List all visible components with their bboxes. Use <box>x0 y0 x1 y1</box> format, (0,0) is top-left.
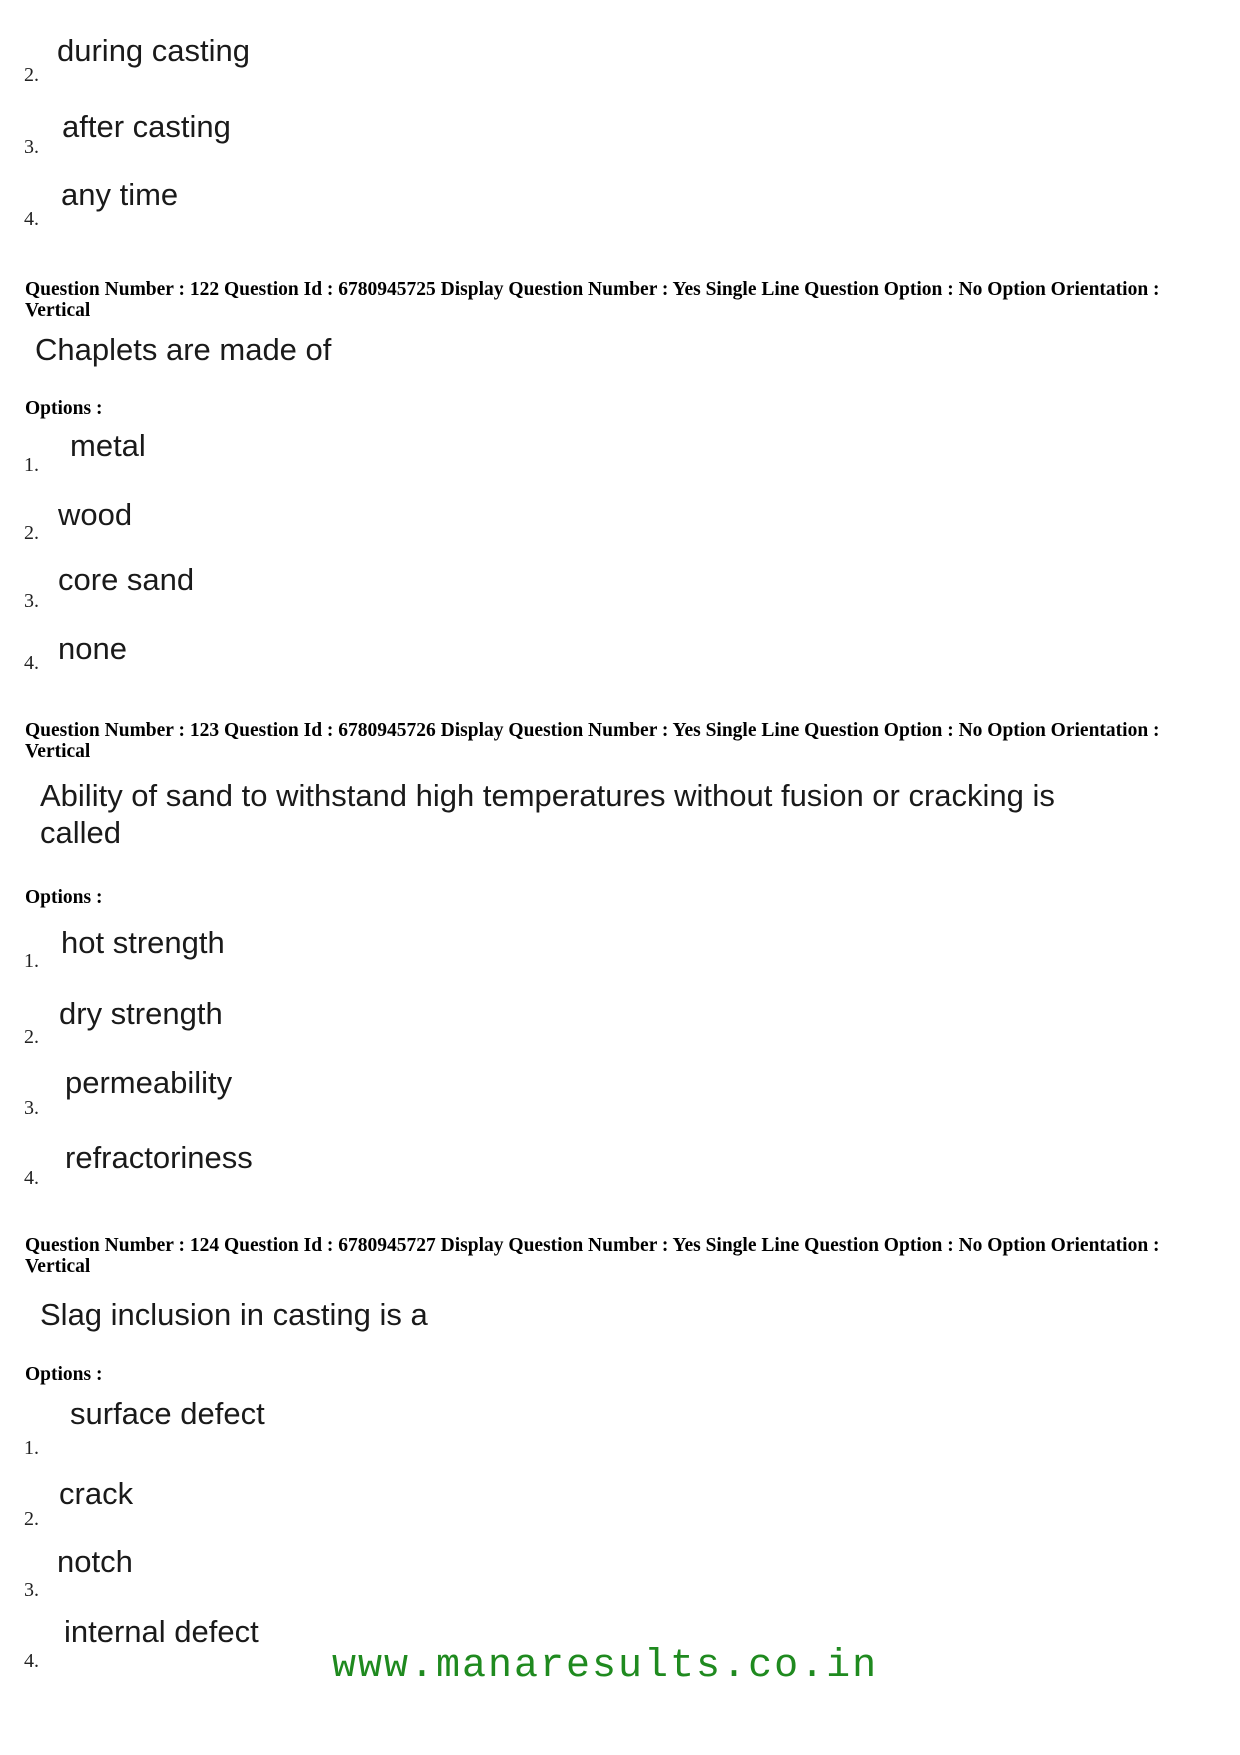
question-text: Slag inclusion in casting is a <box>40 1297 428 1332</box>
option-number: 1. <box>24 454 39 476</box>
option-text: dry strength <box>59 996 223 1031</box>
option-text: during casting <box>57 33 251 68</box>
option-number: 3. <box>24 1097 39 1119</box>
option-number: 2. <box>24 64 39 86</box>
question-text: Ability of sand to withstand high temperatures without fusion or cracking is called <box>40 778 1055 850</box>
option-text: metal <box>70 428 146 463</box>
option-number: 2. <box>24 522 39 544</box>
option-number: 4. <box>24 652 39 674</box>
option-number: 4. <box>24 1650 39 1672</box>
option-text: wood <box>58 497 133 532</box>
option-number: 4. <box>24 208 39 230</box>
option-number: 4. <box>24 1167 39 1189</box>
option-text: permeability <box>65 1065 233 1100</box>
option-text: hot strength <box>61 925 225 960</box>
option-number: 3. <box>24 136 39 158</box>
option-text: any time <box>61 177 179 212</box>
option-text: none <box>58 631 127 666</box>
option-text: notch <box>57 1544 133 1579</box>
option-text: refractoriness <box>65 1140 253 1175</box>
option-number: 3. <box>24 1579 39 1601</box>
question-meta: Question Number : 124 Question Id : 6780945727 Display Question Number : Yes Single Line Question Option : No Option Orientation : Vertical <box>25 1235 1160 1277</box>
options-label: Options : <box>25 1364 103 1385</box>
site-watermark: www.manaresults.co.in <box>332 1644 879 1689</box>
option-text: internal defect <box>64 1614 259 1649</box>
option-number: 2. <box>24 1026 39 1048</box>
option-text: surface defect <box>70 1396 265 1431</box>
option-number: 1. <box>24 1437 39 1459</box>
question-meta: Question Number : 123 Question Id : 6780945726 Display Question Number : Yes Single Line Question Option : No Option Orientation : Vertical <box>25 720 1160 762</box>
question-text: Chaplets are made of <box>35 332 332 367</box>
option-text: crack <box>59 1476 134 1511</box>
options-label: Options : <box>25 887 103 908</box>
option-number: 2. <box>24 1508 39 1530</box>
option-text: core sand <box>58 562 195 597</box>
question-meta: Question Number : 122 Question Id : 6780945725 Display Question Number : Yes Single Line Question Option : No Option Orientation : Vertical <box>25 279 1160 321</box>
option-number: 3. <box>24 590 39 612</box>
option-number: 1. <box>24 950 39 972</box>
option-text: after casting <box>62 109 231 144</box>
options-label: Options : <box>25 398 103 419</box>
